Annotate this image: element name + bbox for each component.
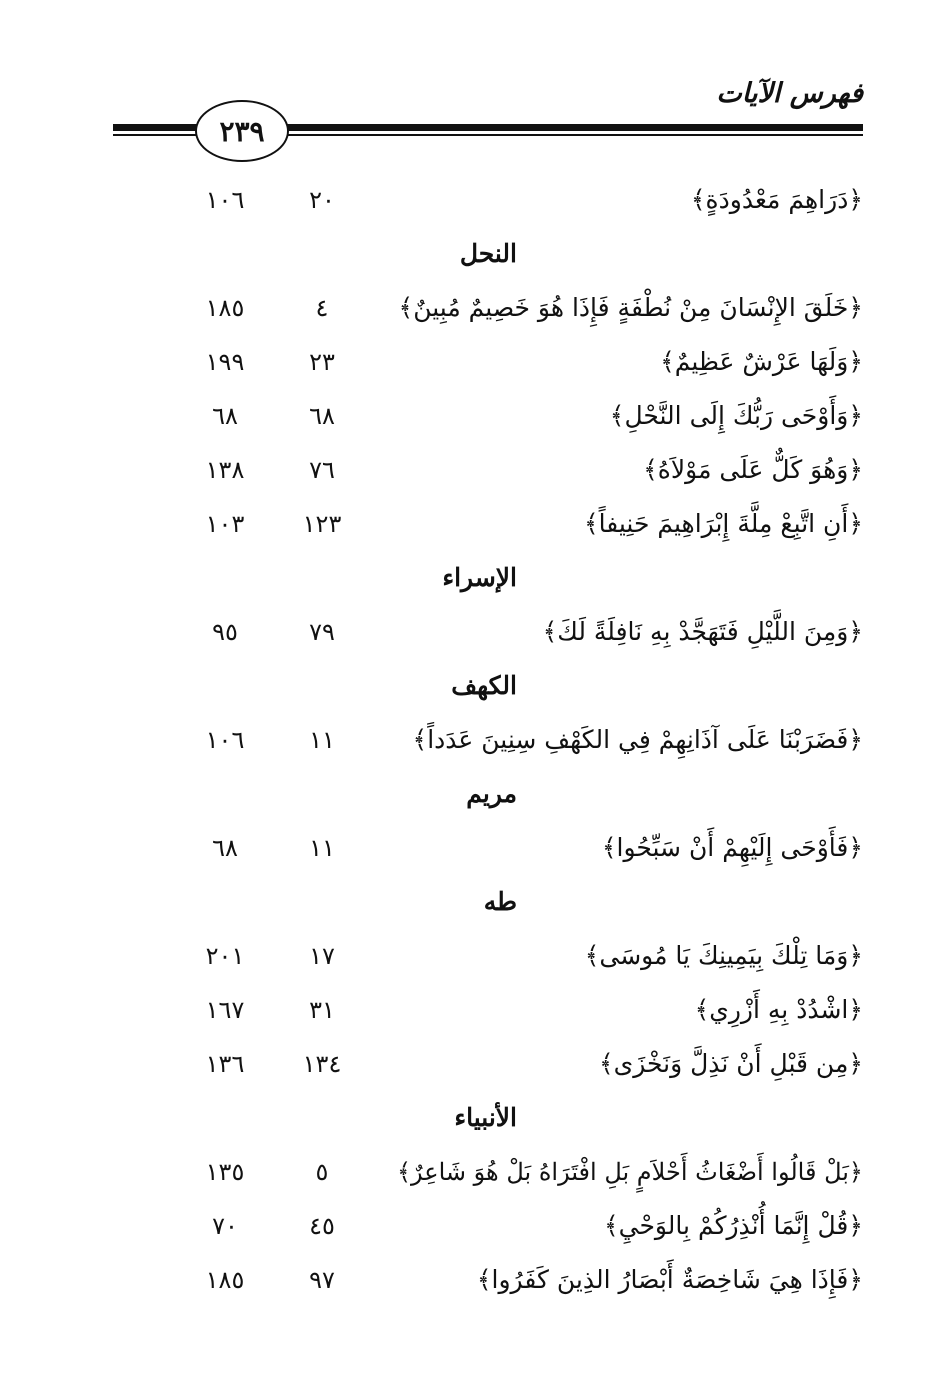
ayah-number: ٧٦ [309,456,335,484]
header-rule-right-thick [280,124,863,131]
surah-heading: الكهف [451,671,517,700]
index-row [0,718,943,762]
page-reference: ١٩٩ [205,348,245,376]
ayah-number: ٩٧ [309,1266,335,1294]
index-row [0,1150,943,1194]
page-reference: ١٨٥ [205,294,245,322]
verse-text: ﴿بَلْ قَالُوا أَضْغَاثُ أَحْلاَمٍ بَلِ افْتَرَاهُ بَلْ هُوَ شَاعِرٌ﴾ [396,1158,863,1186]
page-reference: ٢٠١ [205,942,245,970]
index-row [0,826,943,870]
ayah-number: ٢٣ [309,348,335,376]
index-row [0,502,943,546]
verse-text: ﴿فَضَرَبْنَا عَلَى آذَانِهِمْ فِي الكَهْفِ سِنِينَ عَدَداً﴾ [412,725,863,754]
page-reference: ١٣٦ [205,1050,245,1078]
ayah-number: ٥ [315,1158,329,1186]
index-row [0,610,943,654]
header-rule-left-thick [113,124,201,131]
ayah-number: ٣١ [309,996,335,1024]
verse-text: ﴿قُلْ إِنَّمَا أُنْذِرُكُمْ بِالوَحْيِ﴾ [603,1211,863,1240]
index-row [0,1258,943,1302]
page-reference: ٧٠ [212,1212,238,1240]
index-row [0,394,943,438]
ayah-number: ٢٠ [309,186,335,214]
verse-text: ﴿دَرَاهِمَ مَعْدُودَةٍ﴾ [690,185,863,214]
surah-heading: الإسراء [442,563,517,592]
verse-text: ﴿وَمِنَ اللَّيْلِ فَتَهَجَّدْ بِهِ نَافِلَةً لَكَ﴾ [542,617,863,646]
surah-heading: النحل [459,239,517,268]
surah-heading: مريم [466,779,517,808]
ayah-number: ١٣٤ [302,1050,342,1078]
verse-text: ﴿أَنِ اتَّبِعْ مِلَّةَ إِبْرَاهِيمَ حَنِيفاً﴾ [583,509,863,538]
verse-text: ﴿مِن قَبْلِ أَنْ نَذِلَّ وَنَخْزَى﴾ [598,1049,863,1078]
ayah-number: ٧٩ [309,618,335,646]
ayah-number: ١٢٣ [302,510,342,538]
verse-text: ﴿وَلَهَا عَرْشٌ عَظِيمٌ﴾ [660,347,863,376]
index-row [0,988,943,1032]
page-reference: ١٣٨ [205,456,245,484]
page-reference: ١٠٦ [205,186,245,214]
index-row [0,286,943,330]
running-header-title: فهرس الآيات [716,78,863,109]
page-reference: ٦٨ [212,834,238,862]
page-number-badge [195,100,289,162]
header-rule-left-thin [113,134,201,136]
header-rule-right-thin [280,134,863,136]
verse-text: ﴿فَإِذَا هِيَ شَاخِصَةٌ أَبْصَارُ الذِينَ كَفَرُوا﴾ [476,1265,863,1294]
index-row [0,1042,943,1086]
ayah-number: ١١ [309,834,335,862]
index-row [0,1204,943,1248]
index-row [0,340,943,384]
verse-text: ﴿خَلَقَ الإِنْسَانَ مِنْ نُطْفَةٍ فَإِذَا هُوَ خَصِيمٌ مُبِينٌ﴾ [398,293,863,322]
page-reference: ١٣٥ [205,1158,245,1186]
ayah-number: ٤ [315,294,329,322]
ayah-number: ٦٨ [309,402,335,430]
ayah-number: ١٧ [309,942,335,970]
verse-text: ﴿وَأَوْحَى رَبُّكَ إِلَى النَّحْلِ﴾ [609,401,863,430]
surah-heading: طه [483,887,517,916]
index-row [0,178,943,222]
page-reference: ١٠٣ [205,510,245,538]
index-row [0,934,943,978]
page-reference: ٦٨ [212,402,238,430]
surah-heading: الأنبياء [454,1103,517,1132]
ayah-number: ١١ [309,726,335,754]
verse-text: ﴿اشْدُدْ بِهِ أَزْرِي﴾ [694,995,863,1024]
verse-text: ﴿وَهُوَ كَلٌّ عَلَى مَوْلاَهُ﴾ [643,455,863,484]
page-reference: ٩٥ [212,618,238,646]
verse-text: ﴿وَمَا تِلْكَ بِيَمِينِكَ يَا مُوسَى﴾ [584,941,863,970]
page-reference: ١٦٧ [205,996,245,1024]
page-number: ٢٣٩ [219,114,265,148]
index-row [0,448,943,492]
verse-text: ﴿فَأَوْحَى إِلَيْهِمْ أَنْ سَبِّحُوا﴾ [601,833,863,862]
page-reference: ١٨٥ [205,1266,245,1294]
ayah-number: ٤٥ [309,1212,335,1240]
page-reference: ١٠٦ [205,726,245,754]
